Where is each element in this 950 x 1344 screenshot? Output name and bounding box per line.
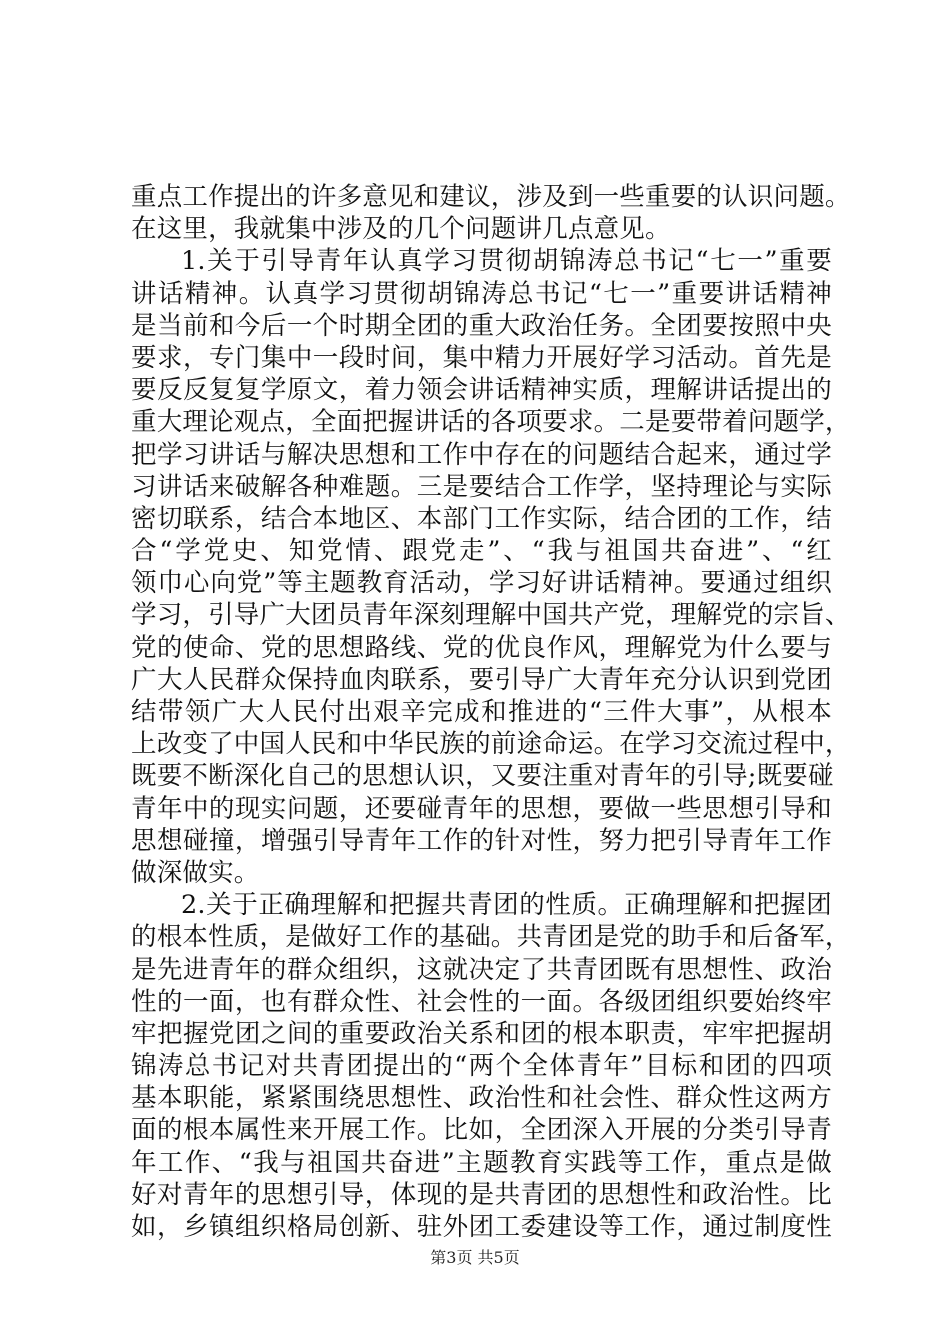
text-line: 是先进青年的群众组织，这就决定了共青团既有思想性、政治 <box>131 954 832 985</box>
text-line: 结带领广大人民付出艰辛完成和推进的“三件大事”，从根本 <box>131 697 832 727</box>
text-line: 学习，引导广大团员青年深刻理解中国共产党，理解党的宗旨、 <box>131 600 851 631</box>
text-line: 做深做实。 <box>131 857 260 888</box>
text-line: 既要不断深化自己的思想认识，又要注重对青年的引导;既要碰 <box>131 761 834 792</box>
text-line: 上改变了中国人民和中华民族的前途命运。在学习交流过程中， <box>131 729 851 760</box>
text-line: 牢把握党团之间的重要政治关系和团的根本职责，牢牢把握胡 <box>131 1018 832 1049</box>
text-line: 是当前和今后一个时期全团的重大政治任务。全团要按照中央 <box>131 310 832 341</box>
text-line: 党的使命、党的思想路线、党的优良作风，理解党为什么要与 <box>131 632 832 663</box>
text-line: 性的一面，也有群众性、社会性的一面。各级团组织要始终牢 <box>131 986 832 1017</box>
text-line: 好对青年的思想引导，体现的是共青团的思想性和政治性。比 <box>131 1179 832 1210</box>
text-line: 要反反复复学原文，着力领会讲话精神实质，理解讲话提出的 <box>131 375 832 406</box>
text-line: 要求，专门集中一段时间，集中精力开展好学习活动。首先是 <box>131 342 832 373</box>
text-line: 把学习讲话与解决思想和工作中存在的问题结合起来，通过学 <box>131 439 832 470</box>
text-line: 的根本性质，是做好工作的基础。共青团是党的助手和后备军， <box>131 922 851 953</box>
text-line: 合“学党史、知党情、跟党走”、“我与祖国共奋进”、“红 <box>131 536 832 567</box>
text-line: 锦涛总书记对共青团提出的“两个全体青年”目标和团的四项 <box>131 1051 832 1082</box>
text-line: 密切联系，结合本地区、本部门工作实际，结合团的工作，结 <box>131 503 832 534</box>
paragraph-heading-2: 2.关于正确理解和把握共青团的性质。正确理解和把握团 <box>181 890 832 921</box>
page-footer <box>0 1248 950 1268</box>
text-line: 如，乡镇组织格局创新、驻外团工委建设等工作，通过制度性 <box>131 1212 832 1242</box>
text-line: 广大人民群众保持血肉联系，要引导广大青年充分认识到党团 <box>131 664 832 695</box>
text-line: 年工作、“我与祖国共奋进”主题教育实践等工作，重点是做 <box>131 1147 832 1178</box>
text-line: 在这里，我就集中涉及的几个问题讲几点意见。 <box>131 214 671 245</box>
text-line: 讲话精神。认真学习贯彻胡锦涛总书记“七一”重要讲话精神 <box>131 278 832 309</box>
text-line: 重点工作提出的许多意见和建议，涉及到一些重要的认识问题。 <box>131 182 851 212</box>
page-number: 第3页 共5页 <box>430 1248 520 1267</box>
text-line: 青年中的现实问题，还要碰青年的思想，要做一些思想引导和 <box>131 793 832 824</box>
paragraph-heading-1: 1.关于引导青年认真学习贯彻胡锦涛总书记“七一”重要 <box>181 246 832 277</box>
text-line: 领巾心向党”等主题教育活动，学习好讲话精神。要通过组织 <box>131 568 832 599</box>
text-line: 习讲话来破解各种难题。三是要结合工作学，坚持理论与实际 <box>131 471 832 502</box>
text-line: 思想碰撞，增强引导青年工作的针对性，努力把引导青年工作 <box>131 825 832 856</box>
text-line: 重大理论观点，全面把握讲话的各项要求。二是要带着问题学， <box>131 407 851 438</box>
document-body <box>131 181 851 1243</box>
text-line: 面的根本属性来开展工作。比如，全团深入开展的分类引导青 <box>131 1115 832 1146</box>
text-line: 基本职能，紧紧围绕思想性、政治性和社会性、群众性这两方 <box>131 1083 832 1114</box>
